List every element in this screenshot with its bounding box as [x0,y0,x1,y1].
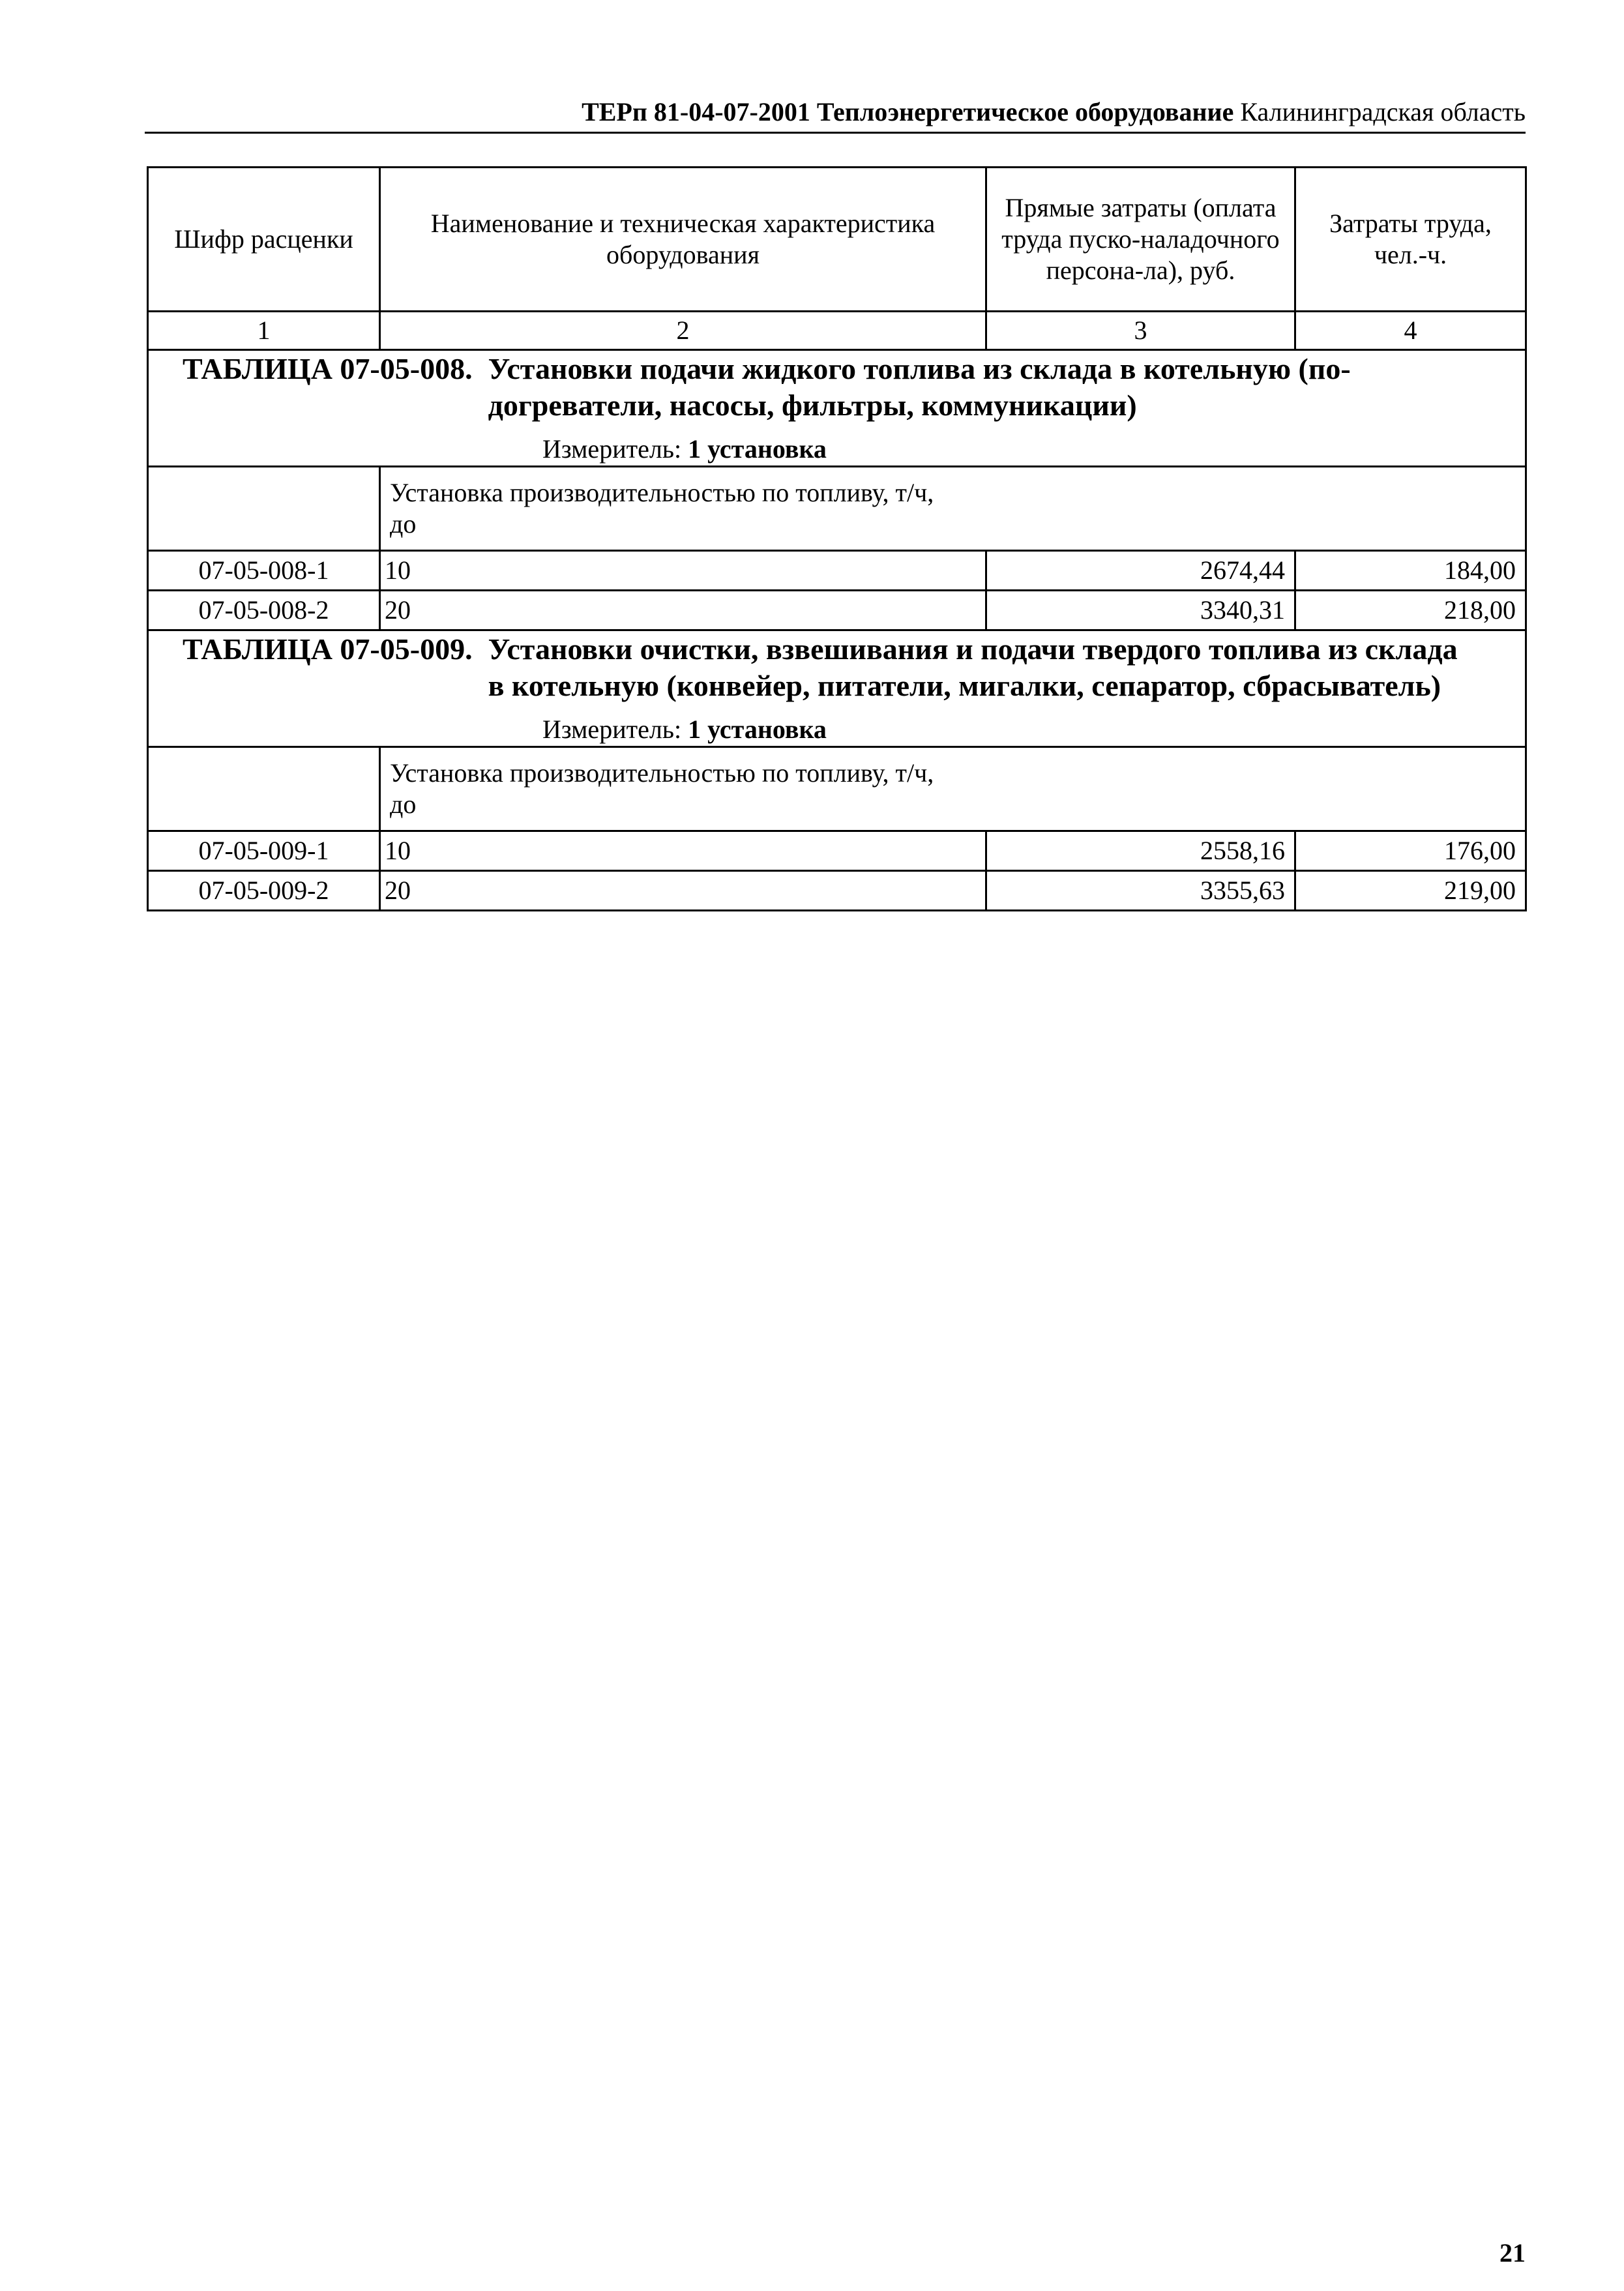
subheader-text: Установка производительностью по топливу, т/ч, до [390,758,934,819]
section-title-cell [148,630,1526,747]
direct-cost: 3355,63 [986,871,1295,911]
header-labor-costs: Затраты труда, чел.-ч. [1295,168,1526,312]
meter-value: 1 установка [688,715,827,744]
rates-table [147,166,1527,911]
capacity-value: 20 [380,871,986,911]
section-title-cell [148,350,1526,467]
section-title-row [148,630,1526,747]
capacity-value: 10 [380,551,986,591]
direct-cost: 2558,16 [986,831,1295,871]
column-number-row [148,312,1526,350]
rate-code: 07-05-009-2 [148,871,380,911]
subheader-cell [380,467,1526,551]
capacity-value: 10 [380,831,986,871]
section-name: Установки очистки, взвешивания и подачи твердого топлива из склада в котельную (конвейер, питатели, мигалки, сепаратор, сбрасыватель) [488,632,1458,702]
rate-code: 07-05-008-1 [148,551,380,591]
labor-cost: 176,00 [1295,831,1526,871]
meter-label: Измеритель: [542,434,682,464]
section-meter [542,433,1516,466]
capacity-value: 20 [380,591,986,630]
header-equipment-name: Наименование и техническая характеристика оборудования [380,168,986,312]
empty-cell [148,747,380,831]
table-header-row [148,168,1526,312]
page-number: 21 [1499,2238,1526,2268]
labor-cost: 218,00 [1295,591,1526,630]
subheader-text: Установка производительностью по топливу, т/ч, до [390,478,934,539]
meter-label: Измеритель: [542,715,682,744]
table-row [148,871,1526,911]
empty-cell [148,467,380,551]
header-divider [145,132,1526,134]
table-row [148,591,1526,630]
section-code: ТАБЛИЦА 07-05-009. [183,632,473,666]
direct-cost: 3340,31 [986,591,1295,630]
section-name: Установки подачи жидкого топлива из склада в котельную (по-догреватели, насосы, фильтры, коммуникации) [488,352,1351,422]
section-title [158,631,1516,704]
column-number: 2 [380,312,986,350]
section-code: ТАБЛИЦА 07-05-008. [183,352,473,385]
rate-code: 07-05-009-1 [148,831,380,871]
column-number: 4 [1295,312,1526,350]
section-title-row [148,350,1526,467]
meter-value: 1 установка [688,434,827,464]
column-number: 3 [986,312,1295,350]
labor-cost: 219,00 [1295,871,1526,911]
table-row [148,831,1526,871]
direct-cost: 2674,44 [986,551,1295,591]
running-header [145,96,1526,134]
subheader-row [148,467,1526,551]
subheader-cell [380,747,1526,831]
region-name: Калининградская область [1240,97,1526,126]
table-row [148,551,1526,591]
column-number: 1 [148,312,380,350]
document-code: ТЕРп 81-04-07-2001 Теплоэнергетическое оборудование [582,97,1234,126]
subheader-row [148,747,1526,831]
header-direct-costs: Прямые затраты (оплата труда пуско-наладочного персона-ла), руб. [986,168,1295,312]
labor-cost: 184,00 [1295,551,1526,591]
rate-code: 07-05-008-2 [148,591,380,630]
header-rate-code: Шифр расценки [148,168,380,312]
section-title [158,351,1516,424]
section-meter [542,713,1516,746]
